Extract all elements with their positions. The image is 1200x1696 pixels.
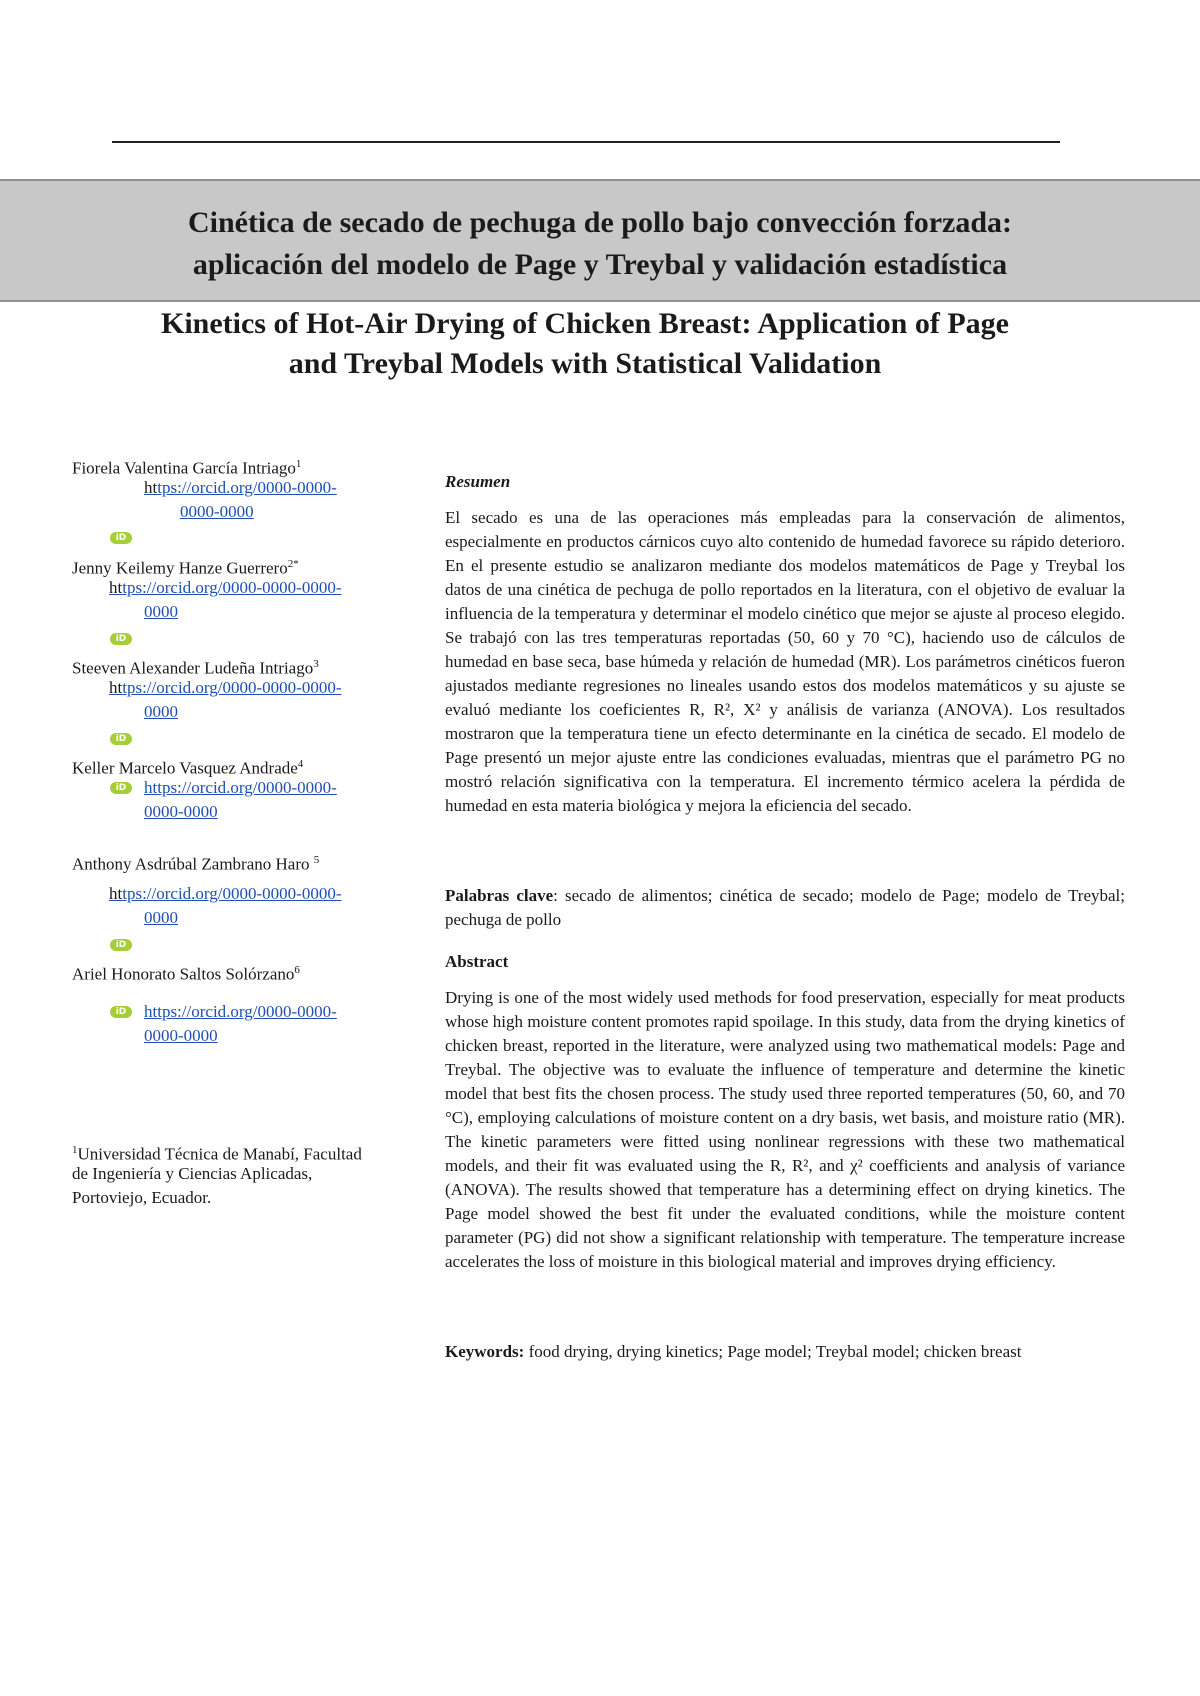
author-6-orcid-link[interactable]: https://orcid.org/0000-0000- bbox=[144, 1002, 337, 1021]
author-1-name: Fiorela Valentina García Intriago$^1$ bbox=[72, 458, 302, 478]
english-title-line-2: and Treybal Models with Statistical Validation bbox=[288, 347, 882, 380]
english-title-line-1: Kinetics of Hot-Air Drying of Chicken Breast: Application of Page bbox=[161, 307, 1009, 340]
author-3-orcid-link-cont[interactable]: 0000 bbox=[144, 702, 178, 721]
author-5-orcid-link[interactable]: https://orcid.org/0000-0000-0000- bbox=[109, 884, 342, 903]
resumen-heading: Resumen bbox=[445, 472, 511, 491]
palabras-clave-label: Palabras clave bbox=[445, 886, 554, 905]
author-6-name: Ariel Honorato Saltos Solórzano$^6$ bbox=[72, 964, 300, 984]
resumen-text: El secado es una de las operaciones más empleadas para la conservación de alimentos, especialmente en productos cárnicos cuyo alto contenido de humedad favorece su rápido deterioro. En el presente estudio se analizaron mediante dos modelos matemáticos de Page y Treybal los datos de una cinética de pechuga de pollo reportados en la literatura, con el objetivo de evaluar la influencia de la temperatura y determinar el modelo cinético que mejor se ajuste al proceso elegido. Se trabajó con las tres temperaturas reportadas (50, 60 y 70 °C), haciendo uso de cálculos de humedad en base seca, base húmeda y relación de humedad (MR). Los parámetros cinéticos fueron ajustados mediante regresiones no lineales usando estos dos modelos matemáticos y su ajuste se evaluó mediante los coeficientes R, R², X² y análisis de varianza (ANOVA). Los resultados mostraron que la temperatura tiene un efecto determinante en la cinética de secado. El modelo de Page presentó un mejor ajuste entre las condiciones evaluadas, mientras que el parámetro PG no mostró relación significativa con la temperatura. El incremento térmico acelera la pérdida de humedad en esta materia biológica y mejora la eficiencia del secado. bbox=[445, 508, 1125, 815]
spanish-title-line-2: aplicación del modelo de Page y Treybal y validación estadística bbox=[192, 248, 1008, 281]
author-6-orcid-link-cont[interactable]: 0000-0000 bbox=[144, 1026, 218, 1045]
author-2-orcid-link-cont[interactable]: 0000 bbox=[144, 602, 178, 621]
palabras-clave-text: : secado de alimentos; cinética de secado; modelo de Page; modelo de Treybal; pechuga de pollo bbox=[445, 886, 1125, 929]
author-5-orcid-link-cont[interactable]: 0000 bbox=[144, 908, 178, 927]
spanish-title-line-1: Cinética de secado de pechuga de pollo bajo convección forzada: bbox=[187, 206, 1013, 239]
abstract-heading: Abstract bbox=[445, 952, 509, 971]
author-1-orcid-link[interactable]: https://orcid.org/0000-0000- bbox=[144, 478, 337, 497]
orcid-icon[interactable]: iD bbox=[110, 782, 132, 794]
spanish-title-band bbox=[0, 179, 1200, 302]
orcid-icon[interactable]: iD bbox=[110, 633, 132, 645]
keywords-text: food drying, drying kinetics; Page model; Treybal model; chicken breast bbox=[524, 1342, 1022, 1361]
palabras-clave bbox=[445, 884, 1125, 932]
author-2-name: Jenny Keilemy Hanze Guerrero$^{2*}$ bbox=[72, 558, 299, 578]
author-2-orcid-link[interactable]: https://orcid.org/0000-0000-0000- bbox=[109, 578, 342, 597]
english-title bbox=[0, 304, 1170, 384]
abstract-text: Drying is one of the most widely used methods for food preservation, especially for meat products whose high moisture content promotes rapid spoilage. In this study, data from the drying kinetics of chicken breast, reported in the literature, were analyzed using two mathematical models: Page and Treybal. The objective was to evaluate the influence of temperature and determine the kinetic model that best fits the chosen process. The study used three reported temperatures (50, 60, and 70 °C), employing calculations of moisture content on a dry basis, wet basis, and moisture ratio (MR). The kinetic parameters were fitted using nonlinear regressions with these two mathematical models, and their fit was evaluated using the R, R², and χ² coefficients and analysis of variance (ANOVA). The results showed that temperature has a determining effect on drying kinetics. The Page model showed the best fit under the evaluated conditions, while the moisture content parameter (PG) did not show a significant relationship with temperature. The temperature increase accelerates the loss of moisture in this biological material and improves drying efficiency. bbox=[445, 988, 1125, 1271]
spanish-title bbox=[0, 202, 1200, 286]
keywords-label: Keywords: bbox=[445, 1342, 525, 1361]
orcid-icon[interactable]: iD bbox=[110, 1006, 132, 1018]
orcid-icon[interactable]: iD bbox=[110, 733, 132, 745]
orcid-icon[interactable]: iD bbox=[110, 532, 132, 544]
affiliation-line-3: Portoviejo, Ecuador. bbox=[72, 1188, 212, 1207]
author-3-name: Steeven Alexander Ludeña Intriago$^3$ bbox=[72, 658, 319, 678]
author-5-name: Anthony Asdrúbal Zambrano Haro $^5$ bbox=[72, 854, 320, 874]
affiliation-line-2: de Ingeniería y Ciencias Aplicadas, bbox=[72, 1164, 313, 1183]
author-4-orcid-link-cont[interactable]: 0000-0000 bbox=[144, 802, 218, 821]
author-4-orcid-link[interactable]: https://orcid.org/0000-0000- bbox=[144, 778, 337, 797]
author-3-orcid-link[interactable]: https://orcid.org/0000-0000-0000- bbox=[109, 678, 342, 697]
author-1-orcid-link-cont[interactable]: 0000-0000 bbox=[180, 502, 254, 521]
affiliation-line-1: $^1$Universidad Técnica de Manabí, Facultad bbox=[72, 1144, 362, 1164]
author-4-name: Keller Marcelo Vasquez Andrade$^4$ bbox=[72, 758, 304, 778]
keywords bbox=[445, 1340, 1125, 1364]
header-rule bbox=[112, 141, 1060, 143]
orcid-icon[interactable]: iD bbox=[110, 939, 132, 951]
